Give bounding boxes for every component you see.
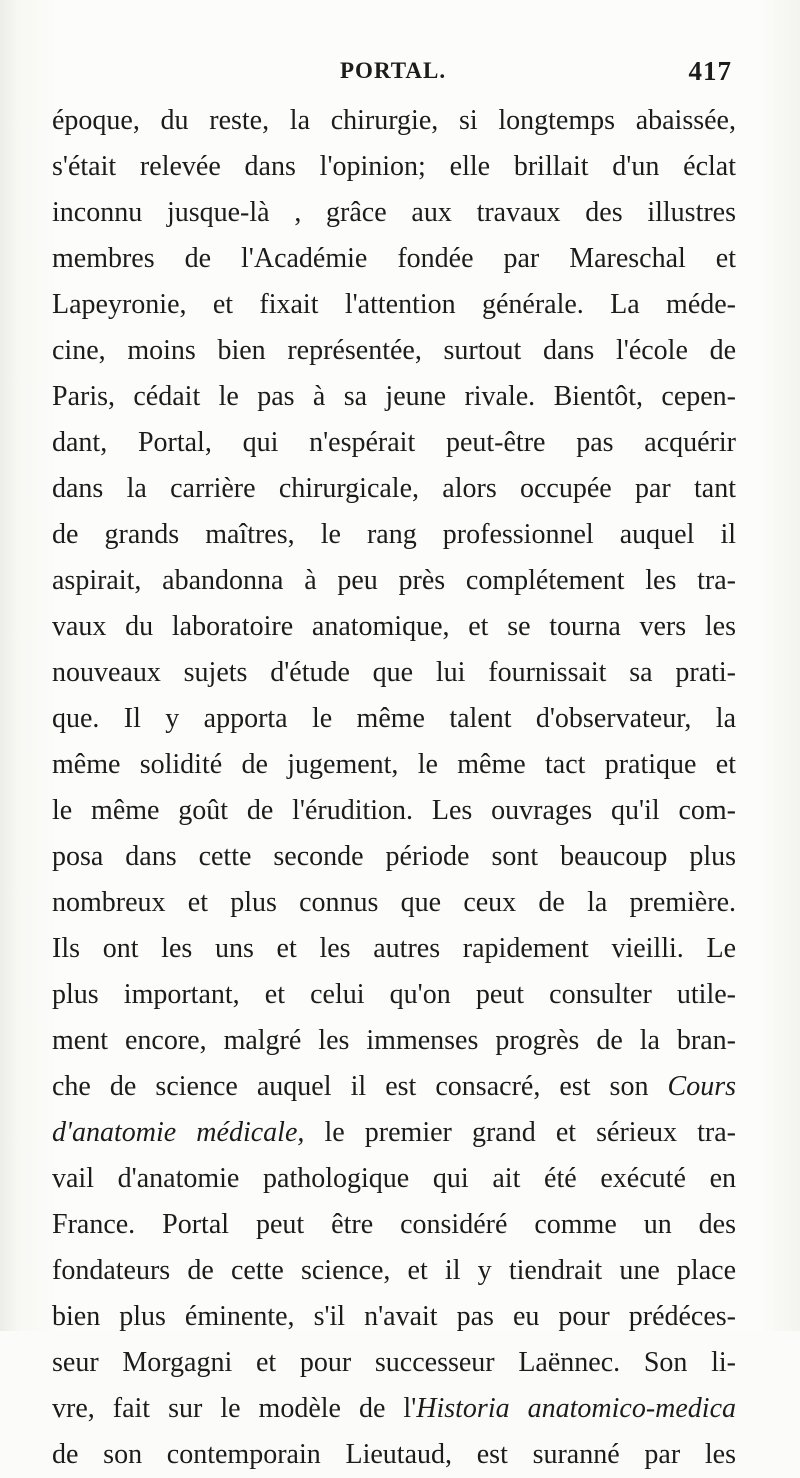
running-head [52, 54, 736, 90]
text-line-23 [52, 1110, 736, 1156]
text-line-22 [52, 1064, 736, 1110]
text-line-20: plus important, et celui qu'on peut consulter utile- [52, 979, 736, 1010]
text-line-29-roman: vre, fait sur le modèle de l' [52, 1393, 417, 1424]
text-line-3: inconnu jusque-là , grâce aux travaux des illustres [52, 197, 736, 228]
text-line-14: que. Il y apporta le même talent d'observateur, la [52, 703, 736, 734]
text-line-23-roman: le premier grand et sérieux tra- [304, 1117, 736, 1148]
text-line-8: dant, Portal, qui n'espérait peut-être pas acquérir [52, 427, 736, 458]
text-line-25: France. Portal peut être considéré comme un des [52, 1209, 736, 1240]
text-line-18: nombreux et plus connus que ceux de la première. [52, 887, 736, 918]
text-line-19: Ils ont les uns et les autres rapidement vieilli. Le [52, 933, 736, 964]
italic-title-cours: Cours [667, 1071, 737, 1102]
italic-title-anatomie: d'anatomie médicale, [52, 1117, 305, 1148]
text-line-9: dans la carrière chirurgicale, alors occupée par tant [52, 473, 736, 504]
running-title: PORTAL. [340, 58, 447, 83]
text-line-11: aspirait, abandonna à peu près complétement les tra- [52, 565, 736, 596]
text-line-7: Paris, cédait le pas à sa jeune rivale. Bientôt, cepen- [52, 381, 736, 412]
text-line-17: posa dans cette seconde période sont beaucoup plus [52, 841, 736, 872]
text-line-6: cine, moins bien représentée, surtout dans l'école de [52, 335, 736, 366]
text-line-15: même solidité de jugement, le même tact pratique et [52, 749, 736, 780]
text-line-22-roman: che de science auquel il est consacré, est son [52, 1071, 649, 1102]
text-line-10: de grands maîtres, le rang professionnel auquel il [52, 519, 736, 550]
text-line-13: nouveaux sujets d'étude que lui fournissait sa prati- [52, 657, 736, 688]
text-line-16: le même goût de l'érudition. Les ouvrages qu'il com- [52, 795, 736, 826]
text-line-24: vail d'anatomie pathologique qui ait été exécuté en [52, 1163, 736, 1194]
text-line-28: seur Morgagni et pour successeur Laënnec. Son li- [52, 1347, 736, 1378]
text-line-5: Lapeyronie, et fixait l'attention générale. La méde- [52, 289, 736, 320]
text-line-21: ment encore, malgré les immenses progrès de la bran- [52, 1025, 736, 1056]
text-line-2: s'était relevée dans l'opinion; elle brillait d'un éclat [52, 151, 736, 182]
body-text [52, 98, 736, 1478]
italic-title-historia: Historia anatomico-medica [416, 1393, 737, 1424]
text-line-27: bien plus éminente, s'il n'avait pas eu pour prédéces- [52, 1301, 736, 1332]
text-line-4: membres de l'Académie fondée par Mareschal et [52, 243, 736, 274]
text-line-29 [52, 1386, 736, 1432]
text-line-26: fondateurs de cette science, et il y tiendrait une place [52, 1255, 736, 1286]
text-line-30: de son contemporain Lieutaud, est suranné par les [52, 1439, 736, 1470]
text-line-1: époque, du reste, la chirurgie, si longtemps abaissée, [52, 105, 736, 136]
page-number: 417 [688, 56, 732, 86]
text-line-12: vaux du laboratoire anatomique, et se tourna vers les [52, 611, 736, 642]
